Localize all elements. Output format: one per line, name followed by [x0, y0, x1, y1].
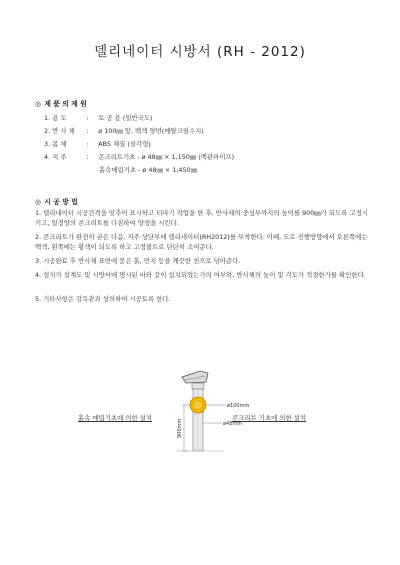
bullet-circle-icon: ◎	[35, 100, 41, 108]
spec-label: 지 주	[52, 153, 67, 161]
page-title: 델리네이터 시방서 (RH - 2012)	[94, 44, 306, 60]
spec-num: 4.	[44, 153, 51, 161]
caption-left: 흙속 매립기초에 의한 설치	[78, 414, 153, 422]
delineator-neck	[192, 383, 204, 389]
spec-colon: :	[86, 140, 89, 148]
spec-label: 반 사 체	[52, 127, 75, 135]
dim-reflector-label: ø100mm	[227, 403, 250, 409]
dim-post-label: ø48mm	[223, 421, 243, 427]
method-paragraph: 5. 기타사항은 감독관과 상의하여 시공토록 한다.	[35, 295, 171, 303]
spec-colon: :	[86, 114, 89, 122]
spec-colon: :	[86, 127, 89, 135]
dim-height-label: 900mm	[177, 418, 183, 438]
delineator-cap	[182, 371, 208, 383]
spec-num: 2.	[44, 127, 51, 135]
spec-label: 몸 체	[52, 140, 67, 148]
spec-colon: :	[86, 153, 89, 161]
method-paragraph: 4. 설치가 설계도 및 시방서에 명시된 바와 같이 설치되었는가의 여부와, 반사체의 높이 및 각도가 적절한가를 확인한다.	[35, 271, 366, 279]
method-paragraph: 1. 델리네이터 시공간격을 맞추어 표시하고 터파기 작업을 한 후, 반사체의 중심부까지의 높이를 900㎜가 되도록 고정시키고, 일정양의 콘크리트를 다짐하여 양생을 시킨다.	[35, 209, 368, 227]
spec-value: ø 100㎜ 앞, 백색 양면(메탈크릴수지)	[98, 127, 204, 135]
spec-num: 1.	[44, 114, 51, 122]
spec-value: 콘크리트기초 - ø 48㎜ × 1,150㎜ (백관파이프)	[98, 153, 235, 161]
spec-num: 3.	[44, 140, 51, 148]
spec-value: ABS 재질 (삼각형)	[98, 140, 151, 148]
spec-value: 토 공 용 (일반국도)	[98, 114, 153, 122]
method-paragraph: 2. 콘크리트가 완전히 굳은 다음, 지주 상단부에 델리네이터(RH2012)를 부착한다. 이때, 도로 진행방향에서 오른쪽에는 백색, 왼쪽에는 황색이 되도록 하고 고정볼트로 단단히 조여준다.	[35, 233, 368, 251]
method-paragraph: 3. 시공완료 후 반사체 표면에 묻은 흙, 먼지 등을 깨끗한 천으로 닦아준다.	[35, 257, 241, 265]
bullet-circle-icon: ◎	[35, 198, 41, 206]
spec-extra-line: 흙속매립기초 - ø 48㎜ × 1,450㎜	[99, 166, 197, 174]
spec-heading-text: 제 품 의 제 원	[44, 100, 87, 108]
spec-label: 용 도	[52, 114, 67, 122]
caption-right: 콘크리트 기초에 의한 설치	[232, 414, 307, 422]
method-heading-text: 시 공 방 법	[44, 198, 78, 206]
